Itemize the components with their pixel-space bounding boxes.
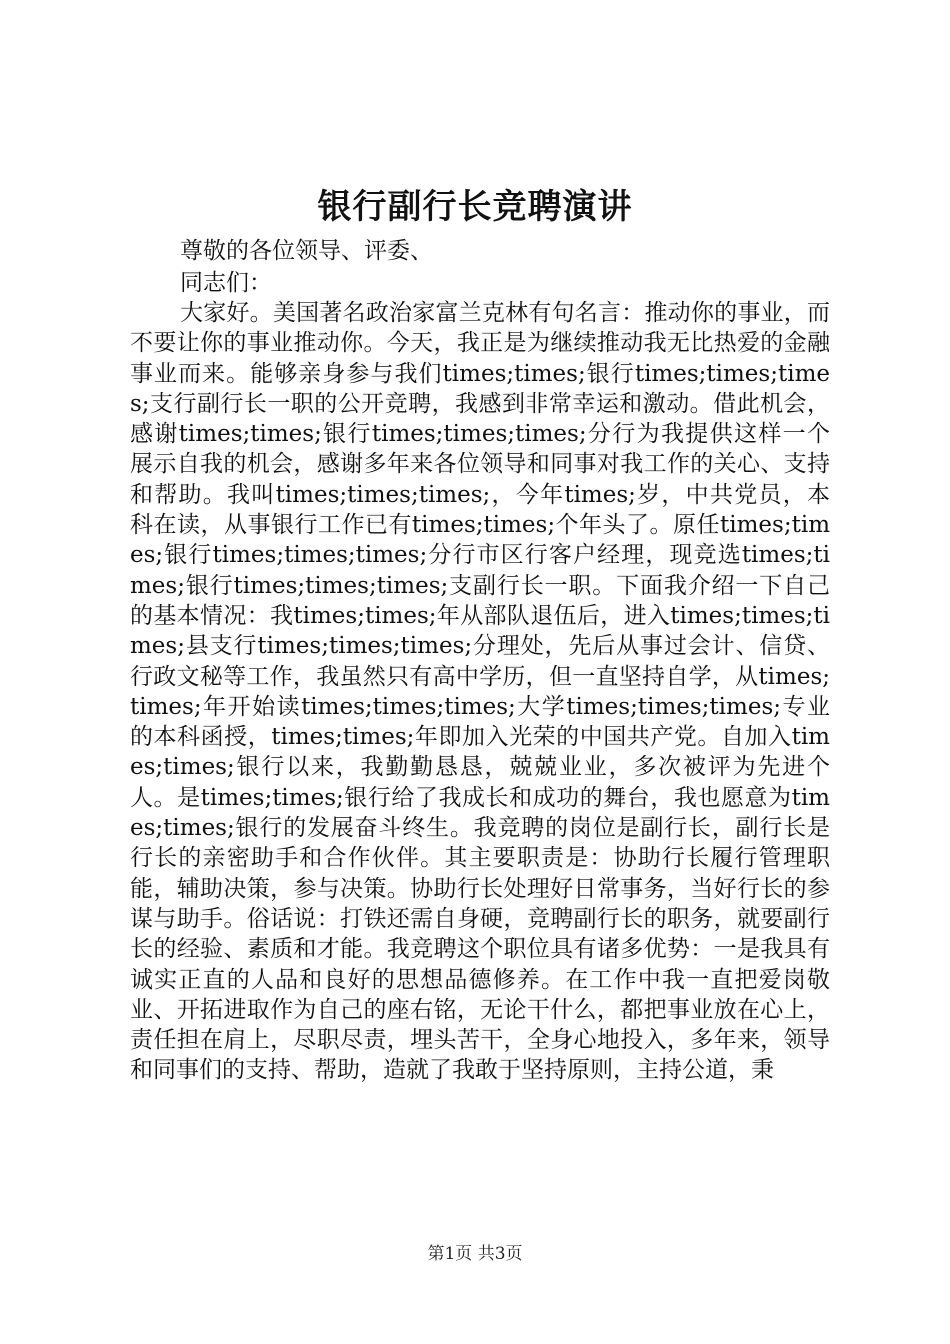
salutation-line: 同志们：: [180, 270, 272, 296]
page-footer: 第1页 共3页: [427, 1244, 523, 1264]
body-paragraph: 大家好。美国著名政治家富兰克林有句名言：推动你的事业，而不要让你的事业推动你。今天，我正是为继续推动我无比热爱的金融事业而来。能够亲身参与我们times;times;银行times;times;times;支行副行长一职的公开竞聘，我感到非常幸运和激动。借此机会，感谢times;times;银行times;times;times;分行为我提供这样一个展示自我的机会，感谢多年来各位领导和同事对我工作的关心、支持和帮助。我叫times;times;times;，今年times;岁，中共党员，本科在读，从事银行工作已有times;times;个年头了。原任times;times;银行times;times;times;分行市区行客户经理，现竞选times;times;银行times;times;times;支副行长一职。下面我介绍一下自己的基本情况：我times;times;年从部队退伍后，进入times;times;times;县支行times;times;times;分理处，先后从事过会计、信贷、行政文秘等工作，我虽然只有高中学历，但一直坚持自学，从times;times;年开始读times;times;times;大学times;times;times;专业的本科函授，times;times;年即加入光荣的中国共产党。自加入times;times;银行以来，我勤勤恳恳，兢兢业业，多次被评为先进个人。是times;times;银行给了我成长和成功的舞台，我也愿意为times;times;银行的发展奋斗终生。我竞聘的岗位是副行长，副行长是行长的亲密助手和合作伙伴。其主要职责是：协助行长履行管理职能，辅助决策，参与决策。协助行长处理好日常事务，当好行长的参谋与助手。俗话说：打铁还需自身硬，竞聘副行长的职务，就要副行长的经验、素质和才能。我竞聘这个职位具有诸多优势：一是我具有诚实正直的人品和良好的思想品德修养。在工作中我一直把爱岗敬业、开拓进取作为自己的座右铭，无论干什么，都把事业放在心上，责任担在肩上，尽职尽责，埋头苦干，全身心地投入，多年来，领导和同事们的支持、帮助，造就了我敢于坚持原则，主持公道，秉: [130, 300, 830, 1084]
document-title: 银行副行长竞聘演讲: [317, 187, 633, 227]
salutation-line: 尊敬的各位领导、评委、: [180, 238, 433, 264]
